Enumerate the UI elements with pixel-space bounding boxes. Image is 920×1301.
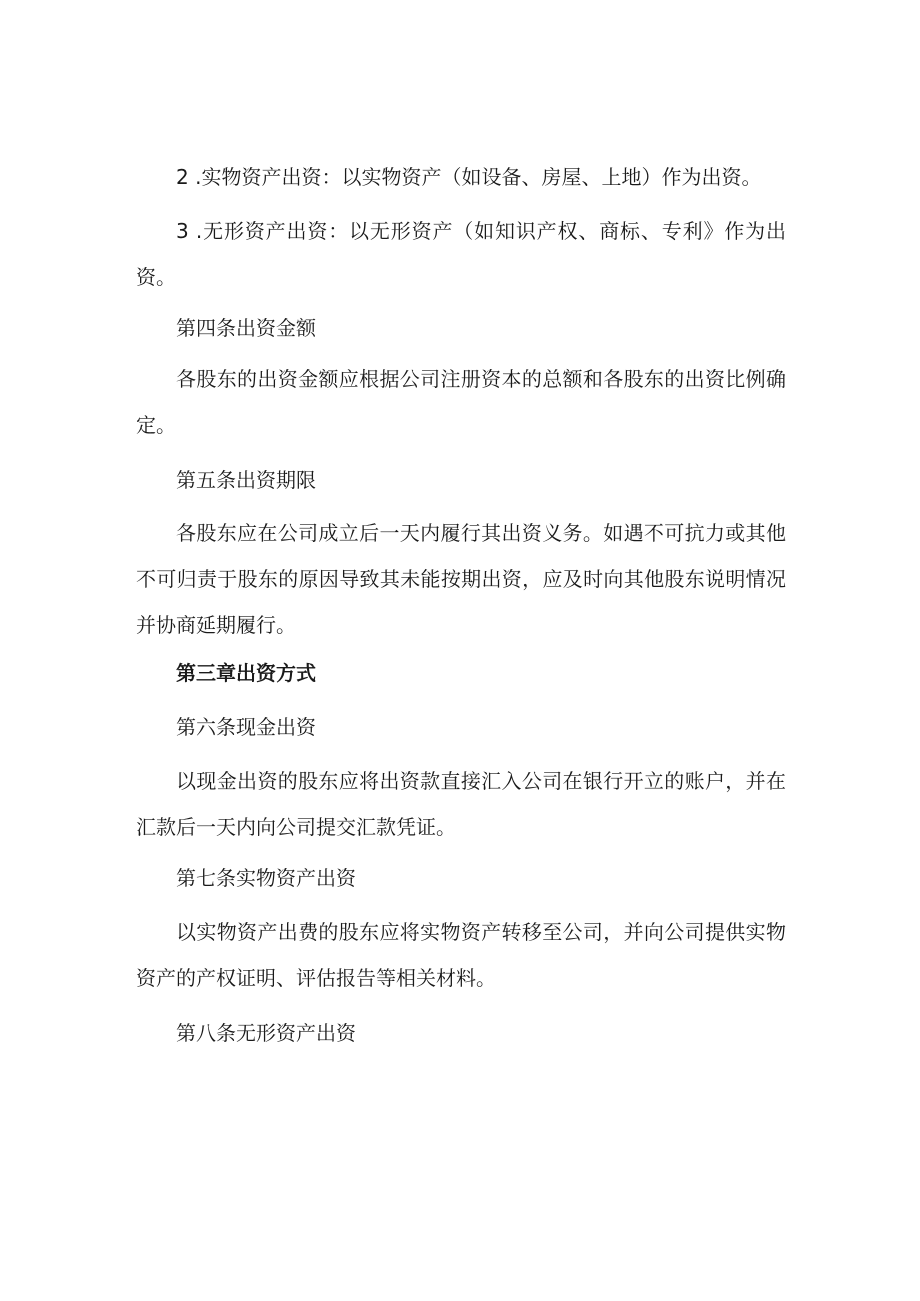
article-6-title: 第六条现金出资 [176, 715, 316, 739]
article-5-body: 各股东应在公司成立后一天内履行其出资义务。如遇不可抗力或其他不可归责于股东的原因导致其未能按期出资，应及时向其他股东说明情况并协商延期履行。 [136, 521, 786, 637]
article-4-body: 各股东的出资金额应根据公司注册资本的总额和各股东的出资比例确定。 [136, 367, 786, 437]
item-3-intangible-assets: 3 .无形资产出资：以无形资产（如知识产权、商标、专利》作为出资。 [136, 219, 786, 289]
article-5-title: 第五条出资期限 [176, 468, 316, 492]
article-6-body: 以现金出资的股东应将出资款直接汇入公司在银行开立的账户，并在汇款后一天内向公司提交汇款凭证。 [136, 769, 786, 839]
item-2-physical-assets: 2 .实物资产出资：以实物资产（如设备、房屋、上地）作为出资。 [176, 165, 762, 189]
article-7-title: 第七条实物资产出资 [176, 866, 356, 890]
article-8-title: 第八条无形资产出资 [176, 1021, 356, 1045]
article-4-title: 第四条出资金额 [176, 316, 316, 340]
chapter-3-title: 第三章出资方式 [176, 661, 316, 685]
article-7-body: 以实物资产出费的股东应将实物资产转移至公司，并向公司提供实物资产的产权证明、评估报告等相关材料。 [136, 920, 786, 990]
